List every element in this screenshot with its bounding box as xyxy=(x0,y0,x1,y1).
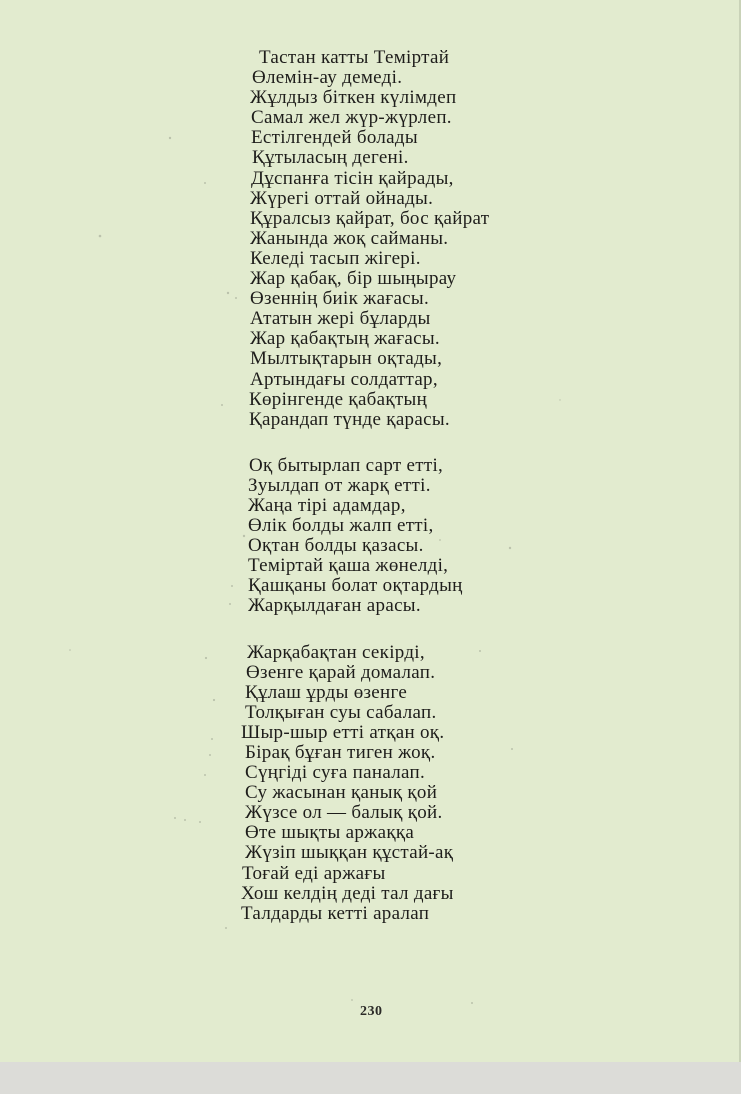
poem-line: Толқыған суы сабалап. xyxy=(245,701,437,723)
poem-line: Жар қабақ, бір шыңырау xyxy=(250,268,457,290)
poem-line: Құлаш ұрды өзенге xyxy=(245,681,408,703)
stanza-2 xyxy=(232,456,489,617)
scan-bottom-edge xyxy=(0,1062,741,1094)
poem-line: Келеді тасып жігері. xyxy=(250,247,421,269)
poem-line: Жанында жоқ сайманы. xyxy=(250,227,449,249)
stanza-3 xyxy=(232,643,489,924)
poem-line: Жарқабақтан секірді, xyxy=(247,641,425,663)
poem-line: Артындағы солдаттар, xyxy=(250,368,438,390)
poem-line: Өзенге қарай домалап. xyxy=(246,661,436,683)
poem-line: Жұлдыз біткен күлімдеп xyxy=(250,87,457,109)
poem-line: Өзеннің биік жағасы. xyxy=(250,288,430,310)
poem-line: Самал жел жүр-жүрлеп. xyxy=(251,107,452,129)
stanza-1 xyxy=(232,48,489,430)
poem-line: Қарандап түнде қарасы. xyxy=(249,408,450,430)
poem-line: Өлік болды жалп етті, xyxy=(248,515,434,537)
poem-line: Жүрегі оттай ойнады. xyxy=(250,187,434,209)
poem-line: Талдарды кетті аралап xyxy=(241,902,430,924)
poem-line: Су жасынан қанық қой xyxy=(245,782,438,804)
poem-line: Құтыласың дегені. xyxy=(252,147,409,169)
poem-line: Өте шықты аржаққа xyxy=(245,822,415,844)
poem-line: Сүңгіді суға паналап. xyxy=(245,762,426,784)
poem-line: Теміртай қаша жөнелді, xyxy=(248,555,449,577)
poem-line: Естілгендей болады xyxy=(251,127,418,149)
poem-line: Оқтан болды қазасы. xyxy=(248,535,424,557)
poem-line: Хош келдің деді тал дағы xyxy=(241,882,454,904)
poem-line: Қашқаны болат оқтардың xyxy=(248,575,463,597)
poem-line: Жарқылдаған арасы. xyxy=(248,595,421,617)
poem-line: Жар қабақтың жағасы. xyxy=(250,328,440,350)
poem-line: Жүзсе ол — балық қой. xyxy=(245,802,443,824)
poem-line: Оқ бытырлап сарт етті, xyxy=(249,454,444,476)
poem-line: Мылтықтарын оқтады, xyxy=(250,348,443,370)
poem-text xyxy=(232,48,489,950)
poem-line: Құралсыз қайрат, бос қайрат xyxy=(250,207,490,229)
poem-line: Ататын жері бұларды xyxy=(250,308,431,330)
poem-line: Тоғай еді аржағы xyxy=(242,862,386,884)
poem-line: Жүзіп шыққан құстай-ақ xyxy=(245,842,454,864)
poem-line: Дұспанға тісін қайрады, xyxy=(251,167,454,189)
poem-line: Жаңа тірі адамдар, xyxy=(248,494,406,516)
page-number: 230 xyxy=(360,1004,383,1019)
poem-line: Тастан катты Теміртай xyxy=(259,47,450,68)
poem-line: Зуылдап от жарқ етті. xyxy=(248,474,431,496)
poem-line: Өлемін-ау демеді. xyxy=(252,67,403,89)
poem-line: Көрінгенде қабақтың xyxy=(249,388,428,410)
poem-line: Шыр-шыр етті атқан оқ. xyxy=(241,721,445,743)
poem-line: Бірақ бұған тиген жоқ. xyxy=(245,742,436,763)
